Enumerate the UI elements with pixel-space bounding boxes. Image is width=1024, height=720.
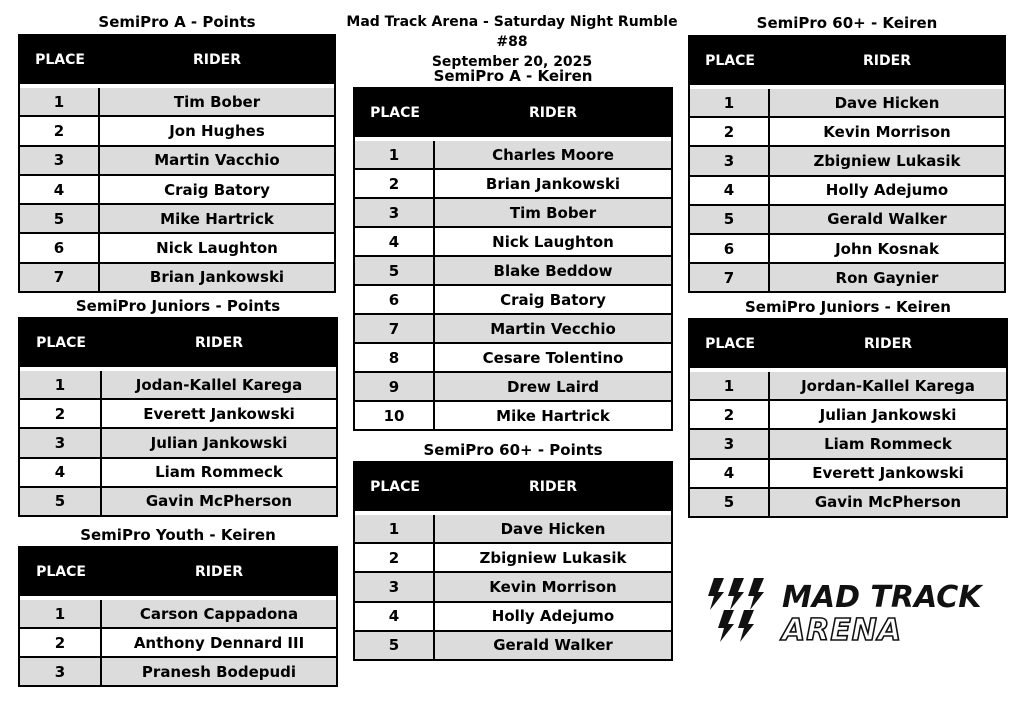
- rider-cell: Craig Batory: [435, 284, 671, 313]
- results-table: [353, 87, 673, 431]
- place-cell: 4: [20, 457, 102, 486]
- event-date: September 20, 2025: [431, 54, 593, 70]
- rider-cell: Gerald Walker: [770, 204, 1004, 233]
- rider-cell: John Kosnak: [770, 233, 1004, 262]
- place-cell: 3: [20, 656, 102, 685]
- table-row: [355, 226, 671, 255]
- table-row: [20, 262, 334, 291]
- rider-cell: Gerald Walker: [435, 630, 671, 659]
- place-cell: 2: [690, 399, 770, 428]
- rider-cell: Mike Hartrick: [100, 203, 334, 232]
- rider-cell: Brian Jankowski: [435, 168, 671, 197]
- rider-cell: Zbigniew Lukasik: [435, 542, 671, 571]
- rider-cell: Cesare Tolentino: [435, 342, 671, 371]
- place-cell: 6: [690, 233, 770, 262]
- place-cell: 5: [690, 204, 770, 233]
- place-cell: 1: [20, 600, 102, 627]
- rider-cell: Martin Vecchio: [435, 313, 671, 342]
- place-cell: 1: [355, 141, 435, 168]
- table-row: [355, 571, 671, 600]
- rider-cell: Blake Beddow: [435, 255, 671, 284]
- table-row: [20, 457, 336, 486]
- place-header: PLACE: [20, 319, 102, 371]
- table-row: [355, 515, 671, 542]
- table-row: [355, 313, 671, 342]
- rider-cell: Charles Moore: [435, 141, 671, 168]
- rider-cell: Everett Jankowski: [770, 458, 1006, 487]
- place-cell: 1: [20, 88, 100, 115]
- table-row: [690, 175, 1004, 204]
- table-row: [690, 399, 1006, 428]
- rider-cell: Martin Vacchio: [100, 145, 334, 174]
- table-row: [690, 372, 1006, 399]
- rider-cell: Dave Hicken: [435, 515, 671, 542]
- place-header: PLACE: [20, 36, 100, 88]
- rider-header: RIDER: [100, 36, 334, 88]
- place-header: PLACE: [690, 320, 770, 372]
- place-cell: 2: [20, 398, 102, 427]
- rider-cell: Gavin McPherson: [770, 487, 1006, 516]
- place-cell: 1: [690, 89, 770, 116]
- place-cell: 7: [355, 313, 435, 342]
- table-title: SemiPro Juniors - Keiren: [745, 298, 951, 316]
- place-cell: 2: [355, 168, 435, 197]
- place-cell: 5: [20, 486, 102, 515]
- place-cell: 7: [690, 262, 770, 291]
- rider-cell: Jordan-Kallel Karega: [770, 372, 1006, 399]
- place-cell: 10: [355, 400, 435, 429]
- place-cell: 1: [20, 371, 102, 398]
- rider-header: RIDER: [102, 319, 336, 371]
- place-cell: 7: [20, 262, 100, 291]
- rider-header: RIDER: [770, 37, 1004, 89]
- table-row: [20, 174, 334, 203]
- table-row: [20, 627, 336, 656]
- rider-cell: Mike Hartrick: [435, 400, 671, 429]
- table-title: SemiPro Juniors - Points: [75, 297, 281, 315]
- table-row: [20, 115, 334, 144]
- place-cell: 3: [355, 571, 435, 600]
- place-cell: 4: [690, 175, 770, 204]
- rider-cell: Craig Batory: [100, 174, 334, 203]
- table-row: [355, 601, 671, 630]
- table-row: [690, 233, 1004, 262]
- table-row: [355, 141, 671, 168]
- place-cell: 9: [355, 371, 435, 400]
- table-row: [20, 486, 336, 515]
- rider-cell: Nick Laughton: [100, 232, 334, 261]
- rider-cell: Drew Laird: [435, 371, 671, 400]
- place-cell: 4: [690, 458, 770, 487]
- table-row: [20, 600, 336, 627]
- rider-cell: Gavin McPherson: [102, 486, 336, 515]
- table-row: [355, 630, 671, 659]
- table-title: SemiPro 60+ - Points: [423, 441, 603, 459]
- rider-cell: Kevin Morrison: [770, 116, 1004, 145]
- rider-cell: Holly Adejumo: [435, 601, 671, 630]
- results-table: [688, 35, 1006, 293]
- results-table: [18, 34, 336, 293]
- rider-cell: Julian Jankowski: [770, 399, 1006, 428]
- table-row: [355, 371, 671, 400]
- place-cell: 4: [355, 226, 435, 255]
- results-table: [18, 546, 338, 687]
- table-row: [690, 204, 1004, 233]
- place-cell: 3: [690, 428, 770, 457]
- results-table: [18, 317, 338, 517]
- logo-line1: MAD TRACK: [782, 580, 982, 615]
- place-cell: 8: [355, 342, 435, 371]
- table-row: [690, 116, 1004, 145]
- place-cell: 1: [690, 372, 770, 399]
- place-cell: 6: [20, 232, 100, 261]
- place-cell: 4: [355, 601, 435, 630]
- rider-cell: Dave Hicken: [770, 89, 1004, 116]
- rider-cell: Anthony Dennard III: [102, 627, 336, 656]
- rider-cell: Jodan-Kallel Karega: [102, 371, 336, 398]
- table-row: [20, 398, 336, 427]
- table-row: [355, 400, 671, 429]
- place-cell: 2: [20, 115, 100, 144]
- table-row: [355, 255, 671, 284]
- table-title: SemiPro A - Keiren: [433, 67, 593, 85]
- table-row: [690, 458, 1006, 487]
- place-cell: 2: [355, 542, 435, 571]
- rider-cell: Holly Adejumo: [770, 175, 1004, 204]
- place-header: PLACE: [20, 548, 102, 600]
- table-row: [355, 197, 671, 226]
- rider-cell: Nick Laughton: [435, 226, 671, 255]
- table-row: [355, 168, 671, 197]
- rider-cell: Carson Cappadona: [102, 600, 336, 627]
- rider-header: RIDER: [102, 548, 336, 600]
- place-cell: 3: [20, 145, 100, 174]
- lightning-bolts-icon: [704, 574, 1004, 648]
- place-cell: 3: [690, 145, 770, 174]
- table-row: [690, 428, 1006, 457]
- rider-header: RIDER: [435, 89, 671, 141]
- rider-cell: Liam Rommeck: [102, 457, 336, 486]
- table-row: [690, 89, 1004, 116]
- rider-cell: Julian Jankowski: [102, 427, 336, 456]
- table-title: SemiPro A - Points: [98, 13, 256, 31]
- table-row: [355, 284, 671, 313]
- rider-cell: Kevin Morrison: [435, 571, 671, 600]
- place-cell: 1: [355, 515, 435, 542]
- rider-cell: Pranesh Bodepudi: [102, 656, 336, 685]
- table-row: [20, 145, 334, 174]
- place-cell: 2: [690, 116, 770, 145]
- place-cell: 4: [20, 174, 100, 203]
- table-row: [690, 145, 1004, 174]
- logo-line2: ARENA: [782, 613, 903, 648]
- place-cell: 5: [355, 630, 435, 659]
- event-header: [330, 12, 694, 72]
- place-header: PLACE: [355, 89, 435, 141]
- table-row: [355, 342, 671, 371]
- rider-header: RIDER: [435, 463, 671, 515]
- place-cell: 3: [355, 197, 435, 226]
- table-row: [20, 656, 336, 685]
- table-title: SemiPro 60+ - Keiren: [756, 14, 938, 32]
- mad-track-arena-logo: [704, 574, 1004, 648]
- rider-header: RIDER: [770, 320, 1006, 372]
- place-cell: 3: [20, 427, 102, 456]
- table-row: [20, 88, 334, 115]
- place-header: PLACE: [690, 37, 770, 89]
- place-cell: 5: [690, 487, 770, 516]
- table-row: [20, 427, 336, 456]
- rider-cell: Tim Bober: [435, 197, 671, 226]
- table-row: [690, 487, 1006, 516]
- results-table: [353, 461, 673, 661]
- rider-cell: Zbigniew Lukasik: [770, 145, 1004, 174]
- table-row: [20, 203, 334, 232]
- rider-cell: Ron Gaynier: [770, 262, 1004, 291]
- place-cell: 6: [355, 284, 435, 313]
- table-row: [20, 371, 336, 398]
- rider-cell: Jon Hughes: [100, 115, 334, 144]
- table-row: [355, 542, 671, 571]
- results-table: [688, 318, 1008, 518]
- event-title: Mad Track Arena - Saturday Night Rumble #88: [346, 14, 678, 50]
- rider-cell: Brian Jankowski: [100, 262, 334, 291]
- rider-cell: Tim Bober: [100, 88, 334, 115]
- table-row: [690, 262, 1004, 291]
- table-title: SemiPro Youth - Keiren: [80, 526, 276, 544]
- place-cell: 5: [355, 255, 435, 284]
- rider-cell: Liam Rommeck: [770, 428, 1006, 457]
- rider-cell: Everett Jankowski: [102, 398, 336, 427]
- place-cell: 2: [20, 627, 102, 656]
- place-header: PLACE: [355, 463, 435, 515]
- place-cell: 5: [20, 203, 100, 232]
- table-row: [20, 232, 334, 261]
